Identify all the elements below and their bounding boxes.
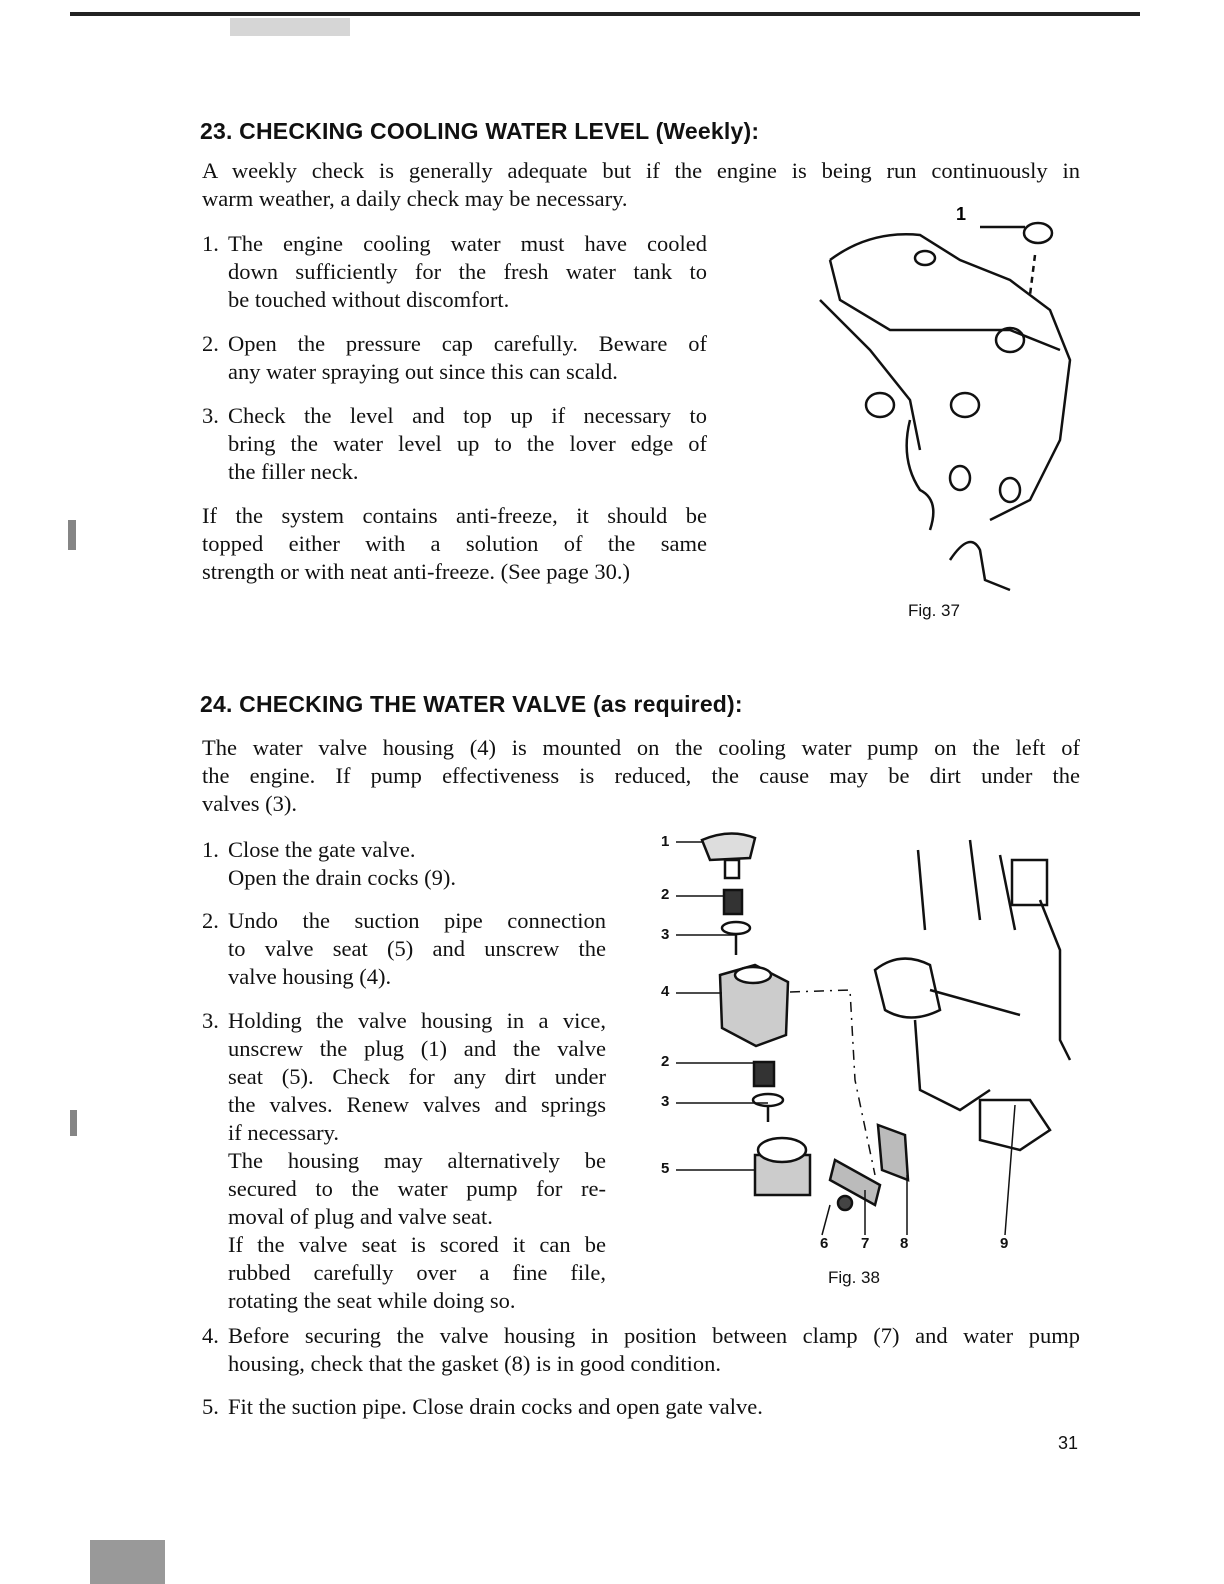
step-line: If the valve seat is scored it can be xyxy=(228,1232,606,1257)
note-line: strength or with neat anti-freeze. (See page 30.) xyxy=(202,559,630,584)
fig-38-label: 7 xyxy=(861,1235,870,1252)
step-line: Close the gate valve. xyxy=(228,837,416,862)
step-line: Holding the valve housing in a vice, xyxy=(228,1008,606,1033)
step-line: if necessary. xyxy=(228,1120,339,1145)
fig-38-label: 8 xyxy=(900,1235,909,1252)
fig-38-label: 2 xyxy=(661,886,670,903)
scan-smudge xyxy=(90,1540,165,1584)
step-line: housing, check that the gasket (8) is in good condition. xyxy=(228,1351,722,1376)
scan-smudge xyxy=(70,1110,77,1136)
fig-38-label: 2 xyxy=(661,1053,670,1070)
step-line: moval of plug and valve seat. xyxy=(228,1204,493,1229)
section-23-step-2 xyxy=(202,330,707,386)
step-number: 1. xyxy=(202,231,219,256)
section-23-step-3 xyxy=(202,402,707,486)
page-number: 31 xyxy=(1058,1433,1079,1453)
section-24-intro-line: the engine. If pump effectiveness is reduced, the cause may be dirt under the xyxy=(202,763,1080,788)
section-23-note xyxy=(202,502,707,586)
step-number: 1. xyxy=(202,837,219,862)
scan-edge xyxy=(70,12,1140,16)
fig-37-callout-1: 1 xyxy=(956,204,967,224)
step-line: Before securing the valve housing in position between clamp (7) and water pump xyxy=(228,1323,1080,1348)
section-24-intro-line: valves (3). xyxy=(202,791,297,816)
fig-38-label: 3 xyxy=(661,1093,670,1110)
section-24-step-5 xyxy=(202,1393,1080,1421)
section-23-step-1 xyxy=(202,230,707,314)
section-24-step-1 xyxy=(202,836,606,892)
step-line: valve housing (4). xyxy=(228,964,392,989)
section-24-step-4 xyxy=(202,1322,1080,1378)
step-line: bring the water level up to the lover edge of xyxy=(228,431,707,456)
step-line: Open the pressure cap carefully. Beware of xyxy=(228,331,707,356)
step-line: any water spraying out since this can scald. xyxy=(228,359,618,384)
step-line: The housing may alternatively be xyxy=(228,1148,606,1173)
step-line: rubbed carefully over a fine file, xyxy=(228,1260,606,1285)
section-23-intro-line: A weekly check is generally adequate but if the engine is being run continuously in xyxy=(202,158,1080,183)
fig-38-label: 1 xyxy=(661,833,670,850)
section-24-intro-line: The water valve housing (4) is mounted on the cooling water pump on the left of xyxy=(202,735,1080,760)
step-line: the filler neck. xyxy=(228,459,359,484)
fig-37-caption: Fig. 37 xyxy=(908,601,960,620)
section-24-title: 24. CHECKING THE WATER VALVE (as required): xyxy=(200,691,743,717)
step-line: Undo the suction pipe connection xyxy=(228,908,606,933)
step-number: 3. xyxy=(202,1008,219,1033)
step-line: Check the level and top up if necessary to xyxy=(228,403,707,428)
step-number: 4. xyxy=(202,1323,219,1348)
step-number: 2. xyxy=(202,908,219,933)
step-line: secured to the water pump for re- xyxy=(228,1176,606,1201)
step-line: Open the drain cocks (9). xyxy=(228,865,457,890)
scan-smudge xyxy=(230,18,350,36)
step-line: Fit the suction pipe. Close drain cocks and open gate valve. xyxy=(228,1394,763,1419)
step-number: 5. xyxy=(202,1394,219,1419)
section-24-step-2 xyxy=(202,907,606,991)
fig-38-label: 6 xyxy=(820,1235,829,1252)
step-line: be touched without discomfort. xyxy=(228,287,510,312)
fig-38-caption: Fig. 38 xyxy=(828,1268,880,1287)
step-line: seat (5). Check for any dirt under xyxy=(228,1064,606,1089)
fig-38-label: 4 xyxy=(661,983,670,1000)
step-line: The engine cooling water must have cooled xyxy=(228,231,707,256)
step-number: 3. xyxy=(202,403,219,428)
step-line: the valves. Renew valves and springs xyxy=(228,1092,606,1117)
fig-38-label: 3 xyxy=(661,926,670,943)
fig-38-label: 9 xyxy=(1000,1235,1009,1252)
step-line: to valve seat (5) and unscrew the xyxy=(228,936,606,961)
step-line: down sufficiently for the fresh water tank to xyxy=(228,259,707,284)
scan-smudge xyxy=(68,520,76,550)
section-23-intro-line: warm weather, a daily check may be necessary. xyxy=(202,186,628,211)
note-line: If the system contains anti-freeze, it should be xyxy=(202,503,707,528)
section-24-step-3 xyxy=(202,1007,606,1315)
step-number: 2. xyxy=(202,331,219,356)
fig-37-tank-illustration xyxy=(810,200,1080,595)
step-line: unscrew the plug (1) and the valve xyxy=(228,1036,606,1061)
note-line: topped either with a solution of the same xyxy=(202,531,707,556)
fig-38-valve-illustration xyxy=(640,810,1080,1250)
section-23-title: 23. CHECKING COOLING WATER LEVEL (Weekly): xyxy=(200,118,760,144)
fig-38-label: 5 xyxy=(661,1160,670,1177)
step-line: rotating the seat while doing so. xyxy=(228,1288,516,1313)
